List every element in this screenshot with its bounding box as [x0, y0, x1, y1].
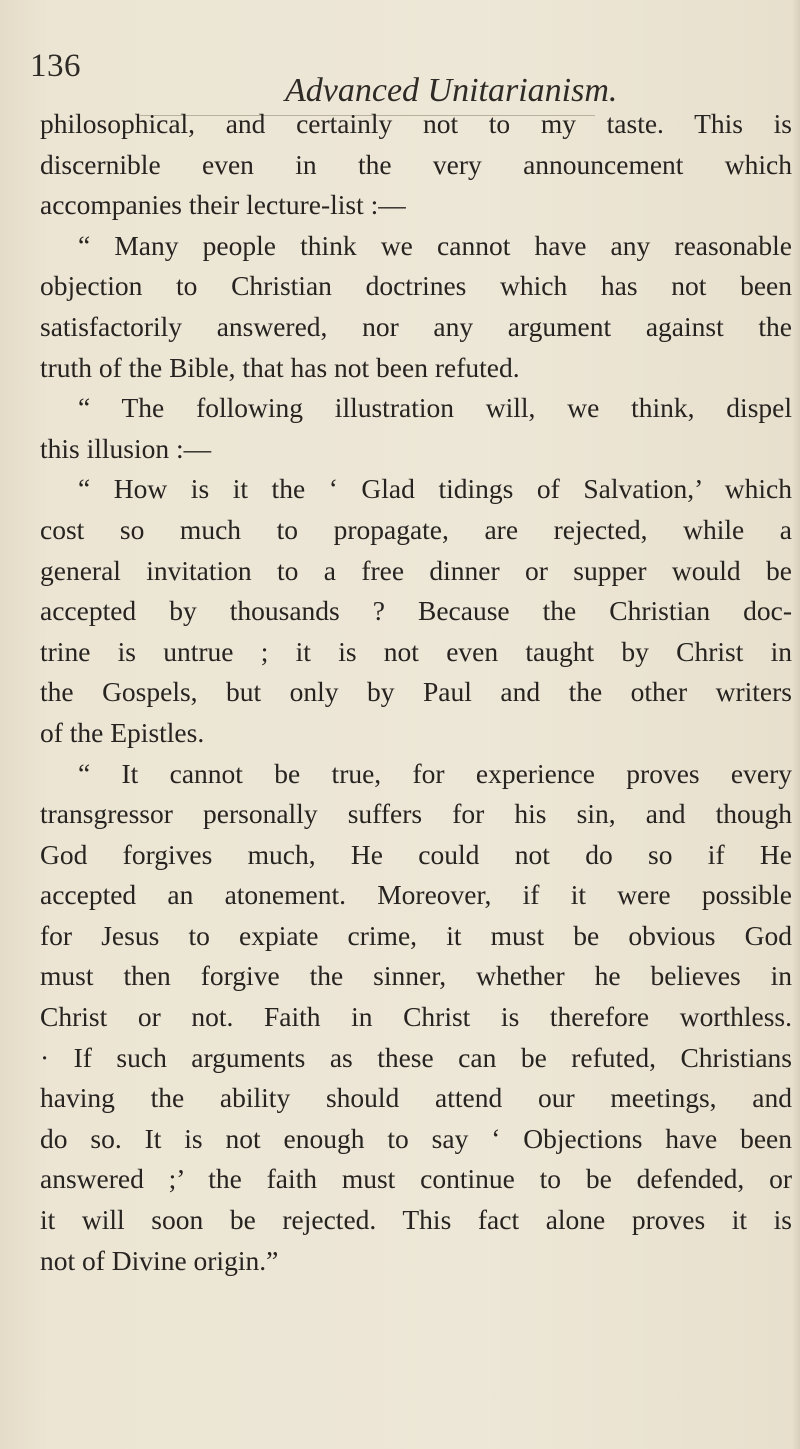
text-line: not of Divine origin.” — [40, 1244, 279, 1276]
text-line: having the ability should attend our meetings, and — [40, 1082, 792, 1114]
text-line: Christ or not. Faith in Christ is therefore worthless. — [40, 1001, 792, 1033]
text-line: “ The following illustration will, we think, dispel — [78, 392, 792, 424]
text-line: for Jesus to expiate crime, it must be obvious God — [40, 919, 792, 951]
body-text — [40, 104, 800, 1281]
text-line: cost so much to propagate, are rejected, while a — [40, 513, 792, 545]
text-line: answered ;’ the faith must continue to be defended, or — [40, 1163, 792, 1195]
text-line: accepted by thousands ? Because the Christian doc- — [40, 595, 792, 627]
text-line: of the Epistles. — [40, 716, 205, 748]
text-line: “ It cannot be true, for experience proves every — [78, 757, 792, 789]
text-line: the Gospels, but only by Paul and the other writers — [40, 676, 792, 708]
text-line: it will soon be rejected. This fact alone proves it is — [40, 1204, 792, 1236]
text-line: do so. It is not enough to say ‘ Objections have been — [40, 1122, 792, 1154]
text-line: accepted an atonement. Moreover, if it were possible — [40, 879, 792, 911]
text-line: God forgives much, He could not do so if He — [40, 838, 792, 870]
text-line: philosophical, and certainly not to my taste. This is — [40, 108, 792, 139]
text-line: general invitation to a free dinner or supper would be — [40, 554, 792, 586]
text-line: accompanies their lecture-list :— — [40, 189, 406, 221]
text-line: “ How is it the ‘ Glad tidings of Salvation,’ which — [78, 473, 792, 505]
text-line: must then forgive the sinner, whether he believes in — [40, 960, 792, 992]
text-line: satisfactorily answered, nor any argument against the — [40, 310, 792, 342]
text-line: “ Many people think we cannot have any reasonable — [78, 229, 792, 261]
text-line: transgressor personally suffers for his sin, and though — [40, 798, 792, 830]
page-number: 136 — [30, 48, 81, 84]
text-line: · If such arguments as these can be refuted, Christians — [40, 1041, 792, 1073]
page-edge-shadow — [792, 0, 800, 1449]
running-title: Advanced Unitarianism. — [285, 72, 618, 109]
running-head — [0, 0, 800, 110]
text-line: objection to Christian doctrines which has not been — [40, 270, 792, 302]
text-line: discernible even in the very announcement which — [40, 148, 792, 180]
text-line: this illusion :— — [40, 432, 212, 464]
text-line: trine is untrue ; it is not even taught by Christ in — [40, 635, 792, 667]
text-line: truth of the Bible, that has not been refuted. — [40, 351, 520, 383]
